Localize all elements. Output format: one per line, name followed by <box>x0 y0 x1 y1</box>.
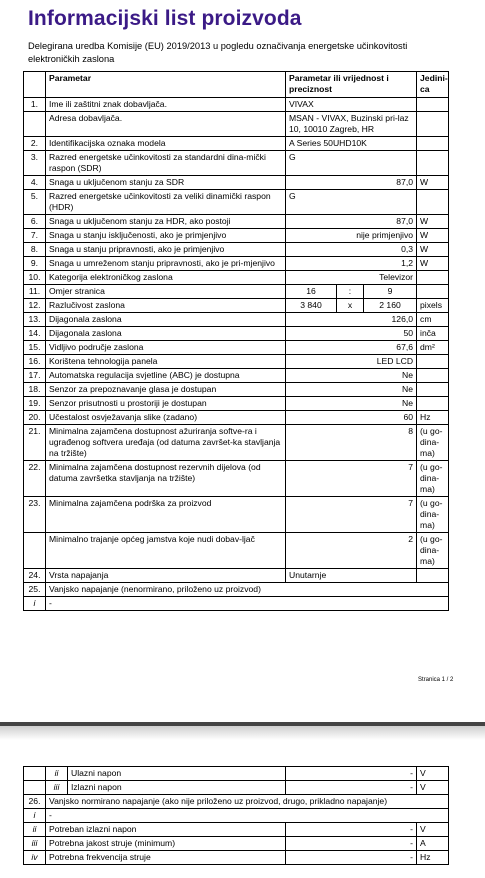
row-param: Razred energetske učinkovitosti za veliki dinamički raspon (HDR) <box>46 190 286 215</box>
table-row <box>24 299 449 313</box>
sub-index: i <box>24 809 46 823</box>
row-param: Minimalna zajamčena dostupnost rezervnih dijelova (od datuma završetka stavljanja na tržište) <box>46 461 286 497</box>
row-unit <box>417 190 449 215</box>
table-row <box>24 313 449 327</box>
table-row <box>24 597 449 611</box>
row-param: Potrebna jakost struje (minimum) <box>46 837 286 851</box>
row-value: 8 <box>286 425 417 461</box>
row-number: 26. <box>24 795 46 809</box>
row-unit <box>417 369 449 383</box>
row-unit: cm <box>417 313 449 327</box>
row-value: LED LCD <box>286 355 417 369</box>
aspect-separator: : <box>337 285 364 299</box>
row-param: Dijagonala zaslona <box>46 313 286 327</box>
row-param: Minimalna zajamčena podrška za proizvod <box>46 497 286 533</box>
table-row <box>24 176 449 190</box>
row-value: - <box>286 767 417 781</box>
header-num-cell <box>24 72 46 98</box>
page-title: Informacijski list proizvoda <box>28 7 302 30</box>
table-row <box>24 369 449 383</box>
table-row <box>24 243 449 257</box>
row-number <box>24 781 46 795</box>
row-unit: W <box>417 176 449 190</box>
row-value: nije primjenjivo <box>286 229 417 243</box>
table-row <box>24 497 449 533</box>
row-unit: W <box>417 257 449 271</box>
row-unit: W <box>417 229 449 243</box>
table-row <box>24 112 449 137</box>
row-number <box>24 112 46 137</box>
page-number: Stranica 1 / 2 <box>418 677 454 683</box>
row-param: Snaga u stanju isključenosti, ako je primjenjivo <box>46 229 286 243</box>
row-param: Ime ili zaštitni znak dobavljača. <box>46 98 286 112</box>
table-row <box>24 327 449 341</box>
row-unit: W <box>417 243 449 257</box>
row-value: Televizor <box>286 271 417 285</box>
row-value: 126,0 <box>286 313 417 327</box>
table-row <box>24 98 449 112</box>
row-number: 22. <box>24 461 46 497</box>
table-row <box>24 397 449 411</box>
sub-index: iii <box>24 837 46 851</box>
sub-index: iii <box>46 781 68 795</box>
table-row <box>24 795 449 809</box>
table-row <box>24 271 449 285</box>
header-unit: Jedini-ca <box>417 72 449 98</box>
table-row <box>24 383 449 397</box>
row-value: 7 <box>286 461 417 497</box>
row-number: 21. <box>24 425 46 461</box>
row-param: Korištena tehnologija panela <box>46 355 286 369</box>
row-unit: (u go-dina-ma) <box>417 497 449 533</box>
product-info-table <box>23 71 449 611</box>
row-value: Ne <box>286 383 417 397</box>
sub-index: ii <box>46 767 68 781</box>
row-number: 8. <box>24 243 46 257</box>
row-param: Vrsta napajanja <box>46 569 286 583</box>
row-number: 19. <box>24 397 46 411</box>
row-number: 5. <box>24 190 46 215</box>
row-unit: V <box>417 767 449 781</box>
row-value: - <box>286 781 417 795</box>
row-unit <box>417 383 449 397</box>
row-number: 11. <box>24 285 46 299</box>
resolution-height: 2 160 <box>364 299 417 313</box>
row-unit: pixels <box>417 299 449 313</box>
row-number: 10. <box>24 271 46 285</box>
row-value: Ne <box>286 369 417 383</box>
table-row <box>24 461 449 497</box>
row-unit: inča <box>417 327 449 341</box>
row-value: Unutarnje <box>286 569 417 583</box>
row-param: Kategorija elektroničkog zaslona <box>46 271 286 285</box>
row-param: Učestalost osvježavanja slike (zadano) <box>46 411 286 425</box>
row-number: 16. <box>24 355 46 369</box>
row-value: A Series 50UHD10K <box>286 137 417 151</box>
row-param: Dijagonala zaslona <box>46 327 286 341</box>
row-unit <box>417 285 449 299</box>
row-unit: Hz <box>417 851 449 865</box>
row-unit <box>417 151 449 176</box>
row-param: Adresa dobavljača. <box>46 112 286 137</box>
row-value: - <box>46 597 449 611</box>
row-number: 24. <box>24 569 46 583</box>
row-unit: (u go-dina-ma) <box>417 461 449 497</box>
page-separator-shadow <box>0 726 485 740</box>
row-value: 50 <box>286 327 417 341</box>
row-value: MSAN - VIVAX, Buzinski pri-laz 10, 10010 Zagreb, HR <box>286 112 417 137</box>
row-number: 7. <box>24 229 46 243</box>
table-row <box>24 229 449 243</box>
row-value: - <box>286 823 417 837</box>
table-row <box>24 341 449 355</box>
table-row <box>24 137 449 151</box>
row-param: Senzor prisutnosti u prostoriji je dostupan <box>46 397 286 411</box>
aspect-width: 16 <box>286 285 337 299</box>
row-unit <box>417 271 449 285</box>
row-param: Razred energetske učinkovitosti za standardni dina-mički raspon (SDR) <box>46 151 286 176</box>
row-unit: dm² <box>417 341 449 355</box>
row-param: Minimalna zajamčena dostupnost ažuriranja softve-ra i ugrađenog softvera uređaja (od datuma završet-ka stavljanja na tržište) <box>46 425 286 461</box>
row-number: 15. <box>24 341 46 355</box>
table-row <box>24 767 449 781</box>
row-value: 87,0 <box>286 215 417 229</box>
row-number: 6. <box>24 215 46 229</box>
table-row <box>24 823 449 837</box>
sub-index: iv <box>24 851 46 865</box>
row-param: Razlučivost zaslona <box>46 299 286 313</box>
table-row <box>24 425 449 461</box>
row-unit: (u go-dina-ma) <box>417 533 449 569</box>
row-number: 1. <box>24 98 46 112</box>
row-value: 67,6 <box>286 341 417 355</box>
header-param: Parametar <box>46 72 286 98</box>
table-row <box>24 837 449 851</box>
row-value: G <box>286 151 417 176</box>
row-value: 87,0 <box>286 176 417 190</box>
row-param: Vanjsko napajanje (nenormirano, priloženo uz proizvod) <box>46 583 449 597</box>
row-number: 13. <box>24 313 46 327</box>
resolution-separator: x <box>337 299 364 313</box>
table-row <box>24 583 449 597</box>
row-param: Automatska regulacija svjetline (ABC) je dostupna <box>46 369 286 383</box>
table-row <box>24 151 449 176</box>
row-param: Minimalno trajanje općeg jamstva koje nudi dobav-ljač <box>46 533 286 569</box>
row-value: G <box>286 190 417 215</box>
row-number: 3. <box>24 151 46 176</box>
row-unit <box>417 98 449 112</box>
row-number: 9. <box>24 257 46 271</box>
row-unit <box>417 112 449 137</box>
row-number: 17. <box>24 369 46 383</box>
table-header-row <box>24 72 449 98</box>
sub-index: ii <box>24 823 46 837</box>
row-param: Vidljivo područje zaslona <box>46 341 286 355</box>
table-row <box>24 257 449 271</box>
row-param: Senzor za prepoznavanje glasa je dostupan <box>46 383 286 397</box>
row-value: - <box>46 809 449 823</box>
row-unit: W <box>417 215 449 229</box>
row-number: 4. <box>24 176 46 190</box>
row-number <box>24 767 46 781</box>
row-unit <box>417 137 449 151</box>
row-value: 2 <box>286 533 417 569</box>
header-value: Parametar ili vrijednost i preciznost <box>286 72 417 98</box>
row-number: 25. <box>24 583 46 597</box>
table-row <box>24 355 449 369</box>
row-number: 18. <box>24 383 46 397</box>
row-number: 20. <box>24 411 46 425</box>
row-number: 23. <box>24 497 46 533</box>
row-unit: A <box>417 837 449 851</box>
row-unit: (u go-dina-ma) <box>417 425 449 461</box>
product-info-table-continued <box>23 766 449 865</box>
table-row <box>24 533 449 569</box>
table-row <box>24 190 449 215</box>
row-value: Ne <box>286 397 417 411</box>
row-value: VIVAX <box>286 98 417 112</box>
row-param: Identifikacijska oznaka modela <box>46 137 286 151</box>
table-row <box>24 569 449 583</box>
row-number: 12. <box>24 299 46 313</box>
row-value: 60 <box>286 411 417 425</box>
row-unit: V <box>417 823 449 837</box>
row-value: 7 <box>286 497 417 533</box>
row-value: - <box>286 851 417 865</box>
row-value: - <box>286 837 417 851</box>
sub-index: i <box>24 597 46 611</box>
row-param: Potrebna frekvencija struje <box>46 851 286 865</box>
row-value: 1,2 <box>286 257 417 271</box>
row-param: Omjer stranica <box>46 285 286 299</box>
row-param: Ulazni napon <box>68 767 286 781</box>
table-row <box>24 851 449 865</box>
row-unit <box>417 397 449 411</box>
table-row <box>24 809 449 823</box>
aspect-height: 9 <box>364 285 417 299</box>
row-param: Snaga u umreženom stanju pripravnosti, ako je pri-mjenjivo <box>46 257 286 271</box>
row-number: 2. <box>24 137 46 151</box>
row-param: Izlazni napon <box>68 781 286 795</box>
row-number <box>24 533 46 569</box>
row-param: Snaga u uključenom stanju za HDR, ako postoji <box>46 215 286 229</box>
table-row <box>24 285 449 299</box>
row-param: Snaga u stanju pripravnosti, ako je primjenjivo <box>46 243 286 257</box>
row-param: Potreban izlazni napon <box>46 823 286 837</box>
table-row <box>24 781 449 795</box>
row-unit: Hz <box>417 411 449 425</box>
row-param: Vanjsko normirano napajanje (ako nije priloženo uz proizvod, drugo, prikladno napajanje) <box>46 795 449 809</box>
row-unit <box>417 355 449 369</box>
resolution-width: 3 840 <box>286 299 337 313</box>
row-unit <box>417 569 449 583</box>
page-subtitle: Delegirana uredba Komisije (EU) 2019/2013 u pogledu označivanja energetske učinkovitosti elektroničkih zaslona <box>28 41 408 64</box>
row-number: 14. <box>24 327 46 341</box>
table-row <box>24 215 449 229</box>
table-row <box>24 411 449 425</box>
row-param: Snaga u uključenom stanju za SDR <box>46 176 286 190</box>
row-value: 0,3 <box>286 243 417 257</box>
row-unit: V <box>417 781 449 795</box>
